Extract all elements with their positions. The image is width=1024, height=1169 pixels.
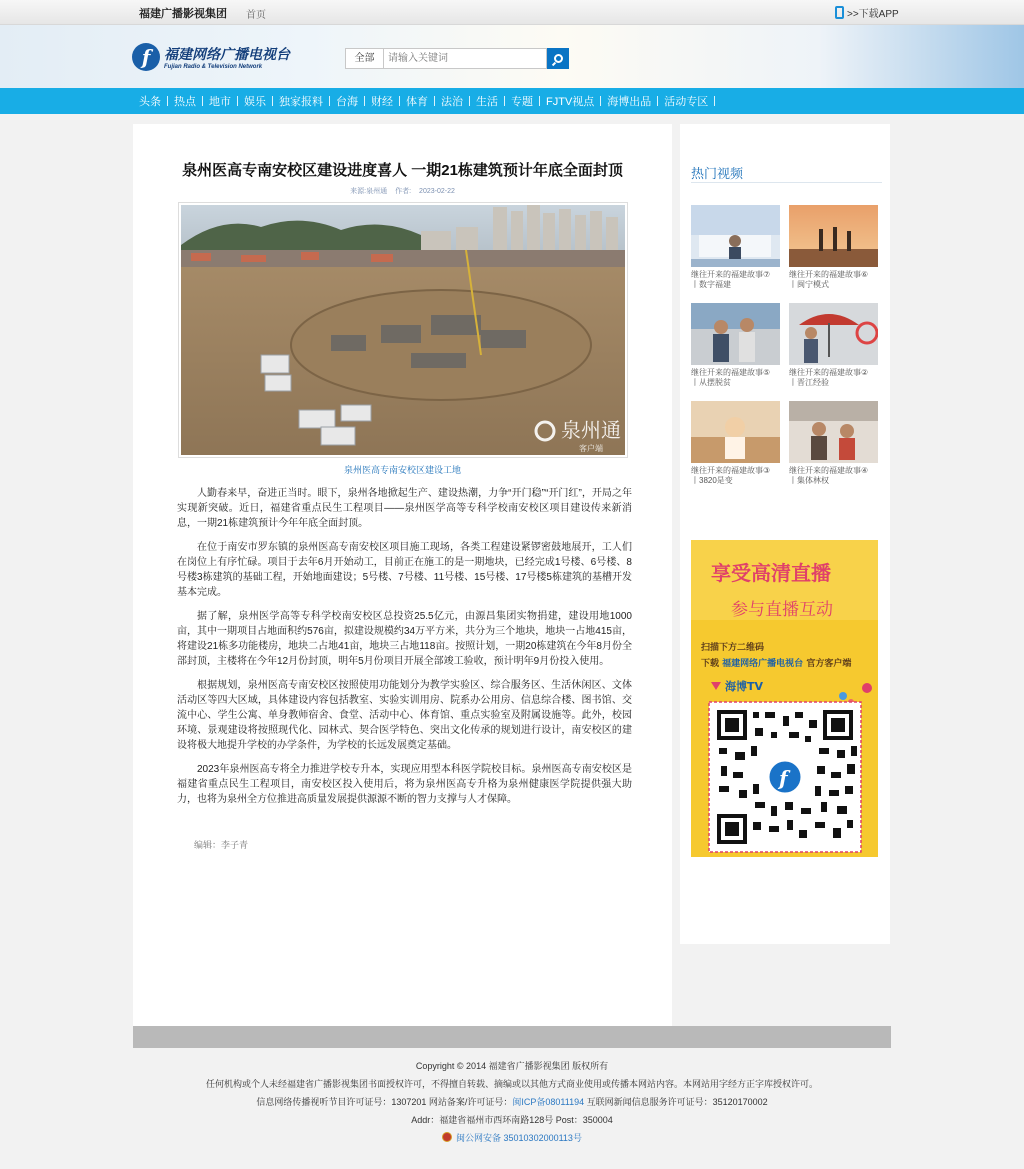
copyright-notice: 任何机构或个人未经福建省广播影视集团书面授权许可，不得擅自转载、摘编或以其他方式商业使用或传播本网站内容。本网站用字经方正字库授权许可。 — [205, 1079, 818, 1089]
article-author-label: 作者: — [395, 188, 412, 195]
download-app-label: >>下载APP — [847, 9, 899, 20]
logo-english-name: Fujian Radio & Television Network — [164, 64, 263, 70]
paragraph: 据了解，泉州医学高等专科学校南安校区总投资25.5亿元，由源昌集团实物捐建，建设用地1000亩，其中一期项目占地面积约576亩，拟建设规模约34万平方米，共分为三个地块，地块一占地415亩，将建设21栋多功能楼房，地块二占地41亩，地块三占地118亩。按照计划，一期20栋建筑在今年8月份全部封顶，主楼将在今年12月份封顶，明年5月份项目开展全部竣工验收，预计明年9月份投入使用。 — [177, 611, 632, 667]
site-logo[interactable] — [132, 43, 290, 71]
phone-icon — [835, 6, 844, 19]
police-record-link[interactable]: 闽公网安备 35010302000113号 — [456, 1133, 582, 1143]
nav-item-label: 台海 — [336, 96, 358, 108]
nav-item-label: 专题 — [511, 96, 533, 108]
video-title[interactable]: 继往开来的福建故事⑦ — [691, 270, 771, 279]
article-photo — [178, 202, 628, 458]
logo-f-icon: f — [132, 43, 160, 71]
nav-separator — [329, 96, 330, 106]
nav-separator — [600, 96, 601, 106]
nav-item-label: 生活 — [476, 96, 498, 108]
copyright: Copyright © 2014 福建省广播影视集团 版权所有 — [415, 1061, 609, 1071]
top-bar — [0, 0, 1024, 25]
video-thumbnail[interactable] — [691, 303, 780, 365]
video-thumbnail[interactable] — [691, 205, 780, 267]
search-input[interactable] — [384, 48, 547, 69]
video-subtitle[interactable]: 丨3820是变 — [691, 476, 733, 485]
svg-text:f: f — [779, 766, 788, 790]
nav-item[interactable] — [441, 93, 476, 109]
address: Addr：福建省福州市西环南路128号 Post：350004 — [411, 1115, 613, 1125]
video-thumbnail[interactable] — [789, 205, 878, 267]
photo-watermark-sub: 客户端 — [579, 444, 603, 453]
video-card[interactable] — [789, 303, 878, 388]
video-subtitle[interactable]: 丨闽宁模式 — [789, 280, 829, 289]
nav-item[interactable] — [406, 93, 441, 109]
nav-separator — [399, 96, 400, 106]
paragraph: 根据规划，泉州医高专南安校区按照使用功能划分为教学实验区、综合服务区、生活休闲区、文体活动区等四大区域，具体建设内容包括教室、实验实训用房、院系办公用房、信息综合楼、图书馆、交流中心、学生公寓、单身教师宿舍、食堂、活动中心、体育馆、重点实验室及附属设施等。此外，校园环境、景观建设将按照现代化、园林式、契合医学特色、突出文化传承的规划进行设计，南安校区的建设将极大地提升学校的办学条件，为学校的长远发展奠定基础。 — [177, 680, 632, 751]
nav-separator — [714, 96, 715, 106]
icp-link[interactable]: 闽ICP备08011194 — [512, 1097, 585, 1107]
nav-item[interactable] — [546, 93, 607, 109]
nav-separator — [539, 96, 540, 106]
video-title[interactable]: 继往开来的福建故事② — [789, 368, 869, 377]
article-date: 2023-02-22 — [419, 188, 455, 195]
video-thumbnail[interactable] — [789, 401, 878, 463]
article-panel — [133, 124, 672, 1026]
nav-item[interactable] — [209, 93, 244, 109]
license-pre: 信息网络传播视听节目许可证号：1307201 网站备案/许可证号： — [256, 1097, 513, 1107]
search-scope-select[interactable]: 全部 — [345, 48, 384, 69]
download-app-link[interactable] — [835, 5, 899, 20]
promo-scan: 扫描下方二维码 — [701, 643, 765, 653]
paragraph: 人勤春来早，奋进正当时。眼下，泉州各地掀起生产、建设热潮，力争“开门稳”“开门红”，开局之年实现新突破。近日，福建省重点民生工程项目——泉州医学高等专科学校南安校区项目建设传来新消息，一期21栋建筑预计今年年底全面封顶。 — [177, 488, 632, 529]
video-card[interactable] — [691, 401, 780, 486]
photo-caption: 泉州医高专南安校区建设工地 — [343, 465, 461, 475]
nav-item[interactable] — [174, 93, 209, 109]
nav-item-label: 热点 — [174, 96, 196, 108]
nav-item-label: 头条 — [139, 96, 161, 108]
video-card[interactable] — [691, 205, 780, 290]
nav-separator — [364, 96, 365, 106]
nav-separator — [469, 96, 470, 106]
promo-download-pre: 下载 — [701, 659, 720, 669]
nav-separator — [237, 96, 238, 106]
nav-item[interactable] — [476, 93, 511, 109]
police-record — [0, 1130, 1024, 1146]
nav-separator — [504, 96, 505, 106]
license-line — [0, 1094, 1024, 1110]
video-card[interactable] — [691, 303, 780, 388]
home-link[interactable]: 首页 — [246, 10, 266, 21]
svg-text:下载 福建网络广播电视台 官 — [701, 657, 851, 669]
nav-item-label: FJTV视点 — [546, 96, 595, 108]
search-bar — [345, 48, 569, 69]
nav-separator — [272, 96, 273, 106]
nav-separator — [202, 96, 203, 106]
police-badge-icon — [442, 1132, 452, 1142]
nav-item-label: 法治 — [441, 96, 463, 108]
video-title[interactable]: 继往开来的福建故事③ — [691, 466, 771, 475]
promo-line-b: 参与直播互动 — [731, 600, 833, 620]
video-thumbnail[interactable] — [691, 401, 780, 463]
promo-tv: 海博TV — [725, 680, 764, 693]
video-subtitle[interactable]: 丨集体林权 — [789, 476, 829, 485]
video-subtitle[interactable]: 丨晋江经验 — [789, 378, 829, 387]
nav-item[interactable] — [371, 93, 406, 109]
hot-videos-title: 热门视频 — [691, 166, 744, 181]
nav-item[interactable] — [139, 93, 174, 109]
article-source: 来源:泉州通 — [350, 188, 388, 195]
article-editor: 编辑：李子青 — [194, 840, 249, 850]
promo-line-a: 享受高清直播 — [711, 561, 831, 585]
photo-watermark: 泉州通 — [561, 418, 621, 442]
video-thumbnail[interactable] — [789, 303, 878, 365]
article-title: 泉州医高专南安校区建设进度喜人 一期21栋建筑预计年底全面封顶 — [182, 162, 623, 179]
nav-item[interactable] — [511, 93, 546, 109]
promo-download-brand: 福建网络广播电视台 — [722, 659, 804, 669]
site-header — [0, 25, 1024, 88]
nav-item-label: 娱乐 — [244, 96, 266, 108]
nav-item[interactable] — [664, 93, 721, 109]
nav-item[interactable] — [279, 93, 336, 109]
video-title[interactable]: 继往开来的福建故事⑥ — [789, 270, 869, 279]
video-title[interactable]: 继往开来的福建故事④ — [789, 466, 869, 475]
nav-item[interactable] — [336, 93, 371, 109]
footer-band — [133, 1026, 891, 1048]
nav-item-label: 地市 — [209, 96, 231, 108]
app-promo-banner[interactable] — [691, 540, 878, 857]
sidebar — [680, 124, 890, 944]
logo-chinese-name: 福建网络广播电视台 — [164, 46, 290, 62]
group-name[interactable]: 福建广播影视集团 — [139, 8, 227, 20]
main-nav — [0, 88, 1024, 114]
nav-separator — [657, 96, 658, 106]
nav-item-label: 活动专区 — [664, 96, 709, 108]
paragraph: 在位于南安市罗东镇的泉州医高专南安校区项目施工现场，各类工程建设紧锣密鼓地展开，工人们在岗位上有序忙碌。项目于去年6月开始动工，目前正在施工的是一期地块，已经完成1号楼、6号楼、8号楼3栋建筑的基础工程，开始地面建设；5号楼、7号楼、11号楼、15号楼、17号楼5栋建筑的基槽开发基本完成。 — [177, 542, 632, 598]
license-post: 互联网新闻信息服务许可证号：35120170002 — [584, 1097, 768, 1107]
search-button[interactable] — [547, 48, 569, 69]
nav-item[interactable] — [244, 93, 279, 109]
promo-download-post: 官方客户端 — [806, 659, 852, 669]
nav-item[interactable] — [607, 93, 664, 109]
article-meta — [133, 186, 672, 196]
nav-item-label: 体育 — [406, 96, 428, 108]
video-card[interactable] — [789, 205, 878, 290]
video-card[interactable] — [789, 401, 878, 486]
nav-separator — [167, 96, 168, 106]
paragraph: 2023年泉州医高专将全力推进学校专升本，实现应用型本科医学院校目标。泉州医高专南安校区是福建省重点民生工程项目，南安校区投入使用后，将为泉州医高专升格为泉州健康医学院提供强大助力，也将为泉州全方位推进高质量发展提供源源不断的智力支撑与人才保障。 — [177, 764, 632, 805]
video-title[interactable]: 继往开来的福建故事⑤ — [691, 368, 771, 377]
divider — [691, 182, 882, 183]
site-footer — [0, 1058, 1024, 1148]
nav-item-label: 海博出品 — [607, 96, 652, 108]
search-icon — [554, 54, 563, 63]
nav-separator — [434, 96, 435, 106]
video-subtitle[interactable]: 丨数字福建 — [691, 280, 731, 289]
nav-item-label: 财经 — [371, 96, 393, 108]
nav-item-label: 独家报料 — [279, 96, 323, 108]
video-subtitle[interactable]: 丨从摆脱贫 — [691, 378, 731, 387]
article-body — [177, 486, 632, 816]
